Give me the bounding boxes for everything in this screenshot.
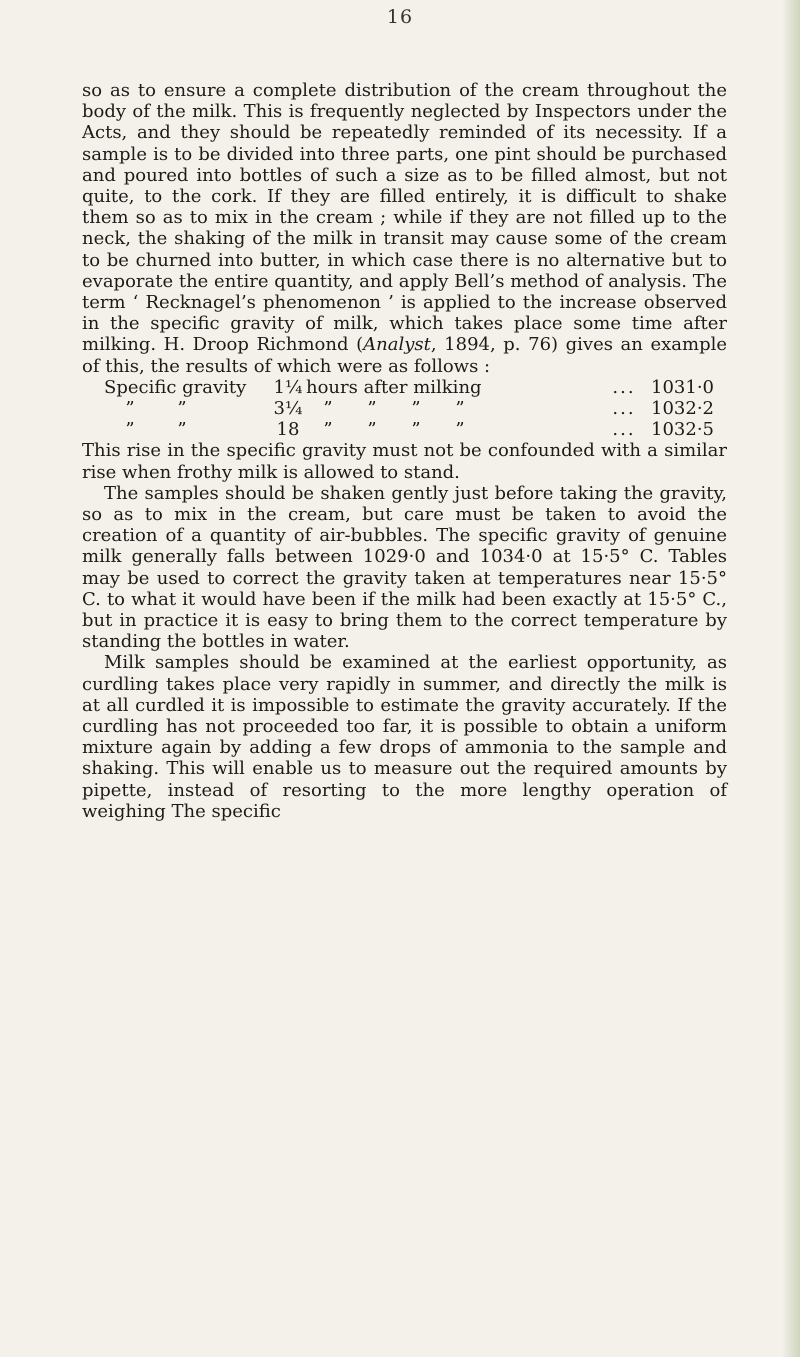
result-row (82, 398, 727, 419)
body-text (82, 80, 727, 822)
ditto-mark: ” (367, 419, 377, 441)
paragraph-rise-note: This rise in the specific gravity must not be confounded with a similar rise when frothy milk is allowed to stand. (82, 440, 727, 483)
result-value: 1032·5 (651, 419, 714, 441)
ditto-mark: ” (323, 419, 333, 441)
ditto-mark: ” (367, 398, 377, 420)
paragraph-curdling: Milk samples should be examined at the earliest opportunity, as curdling takes place very rapidly in summer, and directly the milk is at all curdled it is impossible to estimate the gravity accurately. If the curdling has not proceeded too far, it is possible to obtain a uniform mixture again by adding a few drops of ammonia to the sample and shaking. This will enable us to measure out the required amounts by pipette, instead of resorting to the more lengthy operation of weighing The specific (82, 652, 727, 822)
result-label-ditto (82, 398, 218, 419)
ditto-mark: ” (177, 398, 187, 420)
result-value: 1031·0 (651, 376, 714, 398)
result-hours: 1¼ (273, 376, 303, 398)
result-row (82, 377, 727, 398)
citation-journal: Analyst (363, 334, 431, 356)
leader-dots: ... (612, 419, 636, 441)
result-label: Specific gravity (104, 376, 247, 398)
ditto-mark: ” (455, 398, 465, 420)
page-number: 16 (386, 6, 414, 28)
page-edge-shadow (782, 0, 800, 1357)
specific-gravity-results (82, 377, 727, 441)
ditto-mark: ” (411, 398, 421, 420)
result-hours: 3¼ (273, 398, 303, 420)
result-row (82, 419, 727, 440)
result-tail-ditto (306, 419, 598, 440)
leader-dots: ... (612, 398, 636, 420)
result-tail: hours after milking (306, 376, 482, 398)
ditto-mark: ” (455, 419, 465, 441)
result-tail-ditto (306, 398, 598, 419)
ditto-mark: ” (177, 419, 187, 441)
ditto-mark: ” (323, 398, 333, 420)
result-hours: 18 (276, 419, 300, 441)
ditto-mark: ” (411, 419, 421, 441)
result-value: 1032·2 (651, 398, 714, 420)
paragraph-shaking-samples: The samples should be shaken gently just before taking the gravity, so as to mix in the cream, but care must be taken to avoid the creation of a quantity of air-bubbles. The specific gravity of genuine milk generally falls between 1029·0 and 1034·0 at 15·5° C. Tables may be used to correct the gravity taken at temperatures near 15·5° C. to what it would have been if the milk had been exactly at 15·5° C., but in practice it is easy to bring them to the correct temperature by standing the bottles in water. (82, 482, 727, 653)
ditto-mark: ” (125, 398, 135, 420)
leader-dots: ... (612, 376, 636, 398)
paragraph-cream-distribution (82, 80, 727, 377)
result-label-ditto (82, 419, 218, 440)
citation-rest: , 1894, p. 76) gives an example of this, the results of which were as follows : (82, 334, 728, 377)
ditto-mark: ” (125, 419, 135, 441)
paragraph-text: so as to ensure a complete distribution of the cream throughout the body of the milk. This is frequently neglected by Inspectors under the Acts, and they should be repeatedly reminded of its necessity. If a sample is to be divided into three parts, one pint should be purchased and poured into bottles of such a size as to be filled almost, but not quite, to the cork. If they are filled entirely, it is difficult to shake them so as to mix in the cream ; while if they are not filled up to the neck, the shaking of the milk in transit may cause some of the cream to be churned into butter, in which case there is no alternative but to evaporate the entire quantity, and apply Bell’s method of analysis. The term ‘ Recknagel’s phenomenon ’ is applied to the increase observed in the specific gravity of milk, which takes place some time after milking. H. Droop Richmond ( (82, 80, 727, 356)
